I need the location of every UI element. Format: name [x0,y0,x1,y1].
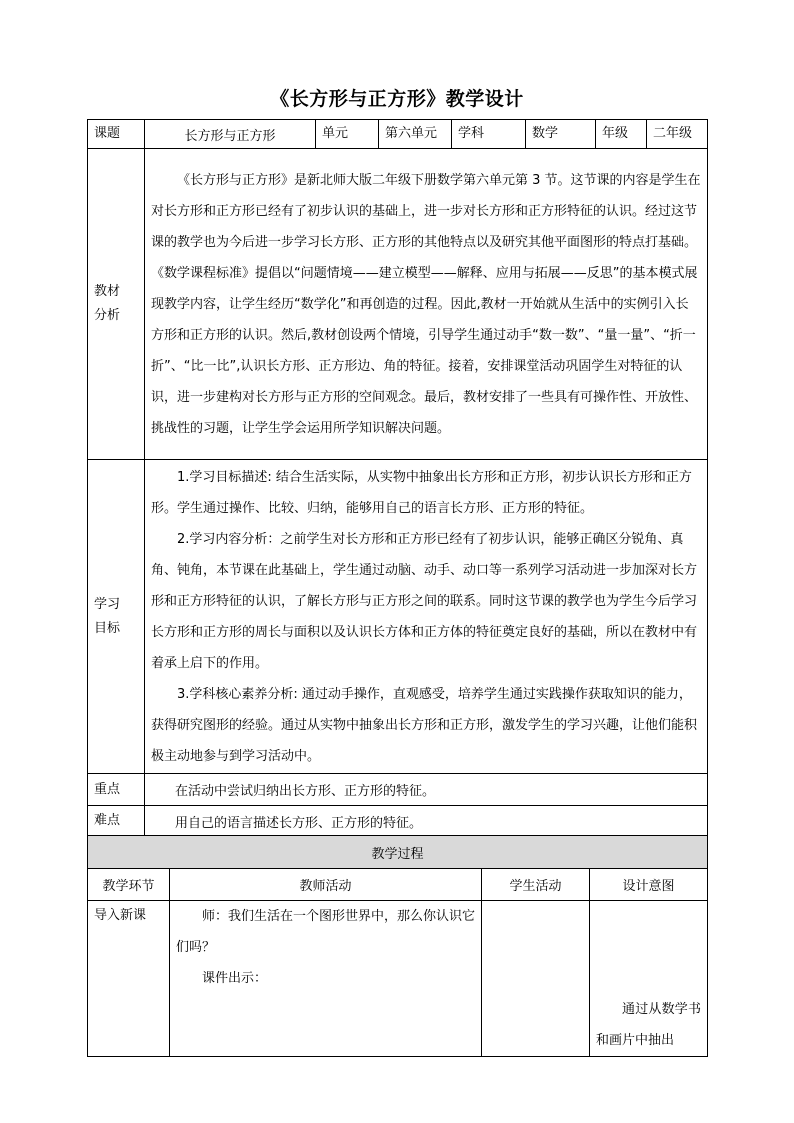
learning-goals-label-1: 学习 [94,596,121,612]
unit-label: 单元 [316,120,379,149]
key-point-row [88,774,708,806]
row-intro-stage: 导入新课 [88,901,170,1057]
col-teacher-header: 教师活动 [170,869,482,901]
lesson-info-table [87,119,708,837]
row-intro-teacher-p2: 课件出示： [202,971,268,986]
unit-value: 第六单元 [379,120,452,149]
difficulty-label: 难点 [88,806,145,837]
textbook-analysis-row [88,149,708,460]
difficulty-row [88,806,708,837]
topic-label: 课题 [88,120,145,149]
subject-label: 学科 [452,120,526,149]
textbook-analysis-text-cell [145,149,708,460]
key-point-text: 在活动中尝试归纳出长方形、正方形的特征。 [145,774,708,806]
col-stage-header: 教学环节 [88,869,170,901]
subject-value: 数学 [526,120,596,149]
learning-goals-label [88,460,145,774]
col-intent-header: 设计意图 [590,869,708,901]
process-heading: 教学过程 [88,836,708,869]
teaching-process-table [87,835,708,1057]
process-column-headers [88,869,708,901]
learning-goal-1: 1.学习目标描述: 结合生活实际，从实物中抽象出长方形和正方形，初步认识长方形和正方形。学生通过操作、比较、归纳，能够用自己的语言长方形、正方形的特征。 [151,469,692,516]
learning-goal-3: 3.学科核心素养分析: 通过动手操作，直观感受，培养学生通过实践操作获取知识的能力，获得研究图形的经验。通过从实物中抽象出长方形和正方形，激发学生的学习兴趣，让他们能积极主动地参与到学习活动中。 [151,686,698,764]
learning-goal-2: 2.学习内容分析：之前学生对长方形和正方形已经有了初步认识，能够正确区分锐角、真角、钝角，本节课在此基础上，学生通过动脑、动手、动口等一系列学习活动进一步加深对长方形和正方形特征的认识，了解长方形与正方形之间的联系。同时这节课的教学也为学生今后学习长方形和正方形的周长与面积以及认识长方体和正方体的特征奠定良好的基础，所以在教材中有着承上启下的作用。 [151,531,698,671]
row-intro-teacher-p1: 师：我们生活在一个图形世界中，那么你认识它们吗？ [176,909,476,955]
process-heading-row [88,836,708,869]
learning-goals-cell [145,460,708,774]
row-intro-student [482,901,590,1057]
textbook-analysis-label-1: 教材 [94,284,121,299]
col-student-header: 学生活动 [482,869,590,901]
topic-value: 长方形与正方形 [145,120,316,149]
row-intro-intent [590,901,708,1057]
grade-value: 二年级 [647,120,708,149]
key-point-label: 重点 [88,774,145,806]
difficulty-text: 用自己的语言描述长方形、正方形的特征。 [145,806,708,837]
textbook-analysis-text: 《长方形与正方形》是新北师大版二年级下册数学第六单元第 3 节。这节课的内容是学生在对长方形和正方形已经有了初步认识的基础上，进一步对长方形和正方形特征的认识。经过这节课的教学也为今后进一步学习长方形、正方形的其他特点以及研究其他平面图形的特点打基础。《数学课程标准》提倡以“问题情境——建立模型——解释、应用与拓展——反思”的基本模式展现教学内容，让学生经历“数学化”和再创造的过程。因此,教材一开始就从生活中的实例引入长方形和正方形的认识。然后,教材创设两个情境，引导学生通过动手“数一数”、“量一量”、“折一折”、“比一比”,认识长方形、正方形边、角的特征。接着，安排课堂活动巩固学生对特征的认识，进一步建构对长方形与正方形的空间观念。最后，教材安排了一些具有可操作性、开放性、挑战性的习题，让学生学会运用所学知识解决问题。 [151,172,701,436]
row-intro-intent-text: 通过从数学书和画片中抽出 [596,1002,702,1048]
learning-goals-label-2: 目标 [94,620,121,636]
grade-label: 年级 [596,120,647,149]
textbook-analysis-label-2: 分析 [94,308,121,323]
document-title: 《长方形与正方形》教学设计 [270,88,524,110]
textbook-analysis-label [88,149,145,460]
learning-goals-row [88,460,708,774]
process-row-intro [88,901,708,1057]
header-row [88,120,708,149]
row-intro-teacher [170,901,482,1057]
